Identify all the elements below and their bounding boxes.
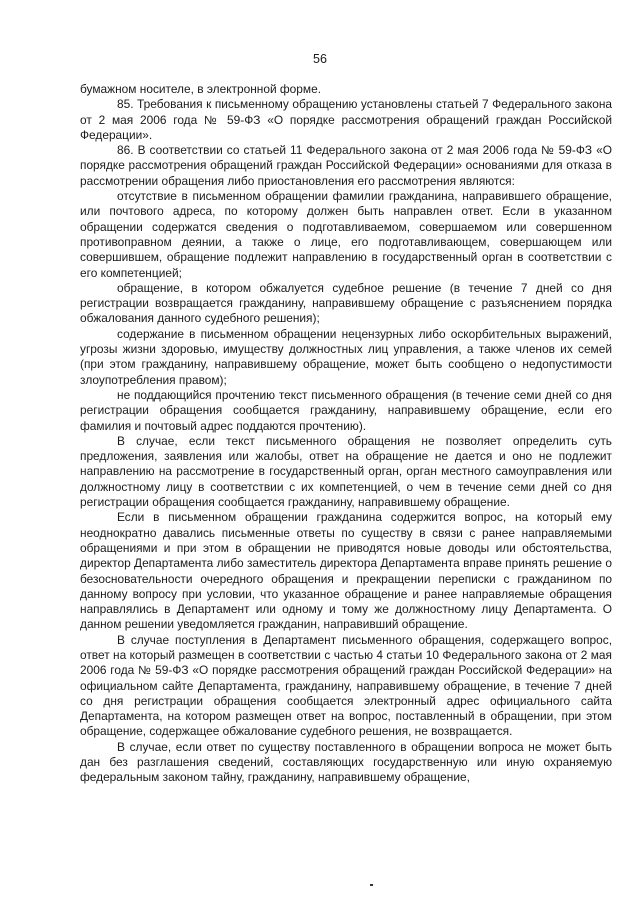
paragraph: обращение, в котором обжалуется судебное решение (в течение 7 дней со дня регистрации возвращается гражданину, направившему обращение с разъяснением порядка обжалования данного судебного решения); — [80, 280, 612, 326]
paragraph: бумажном носителе, в электронной форме. — [80, 82, 321, 96]
body-text — [80, 82, 612, 786]
page-number: 56 — [313, 52, 327, 66]
paragraph: отсутствие в письменном обращении фамилии гражданина, направившего обращение, или почтового адреса, по которому должен быть направлен ответ. Если в указанном обращении содержатся сведения о подготавливаемом, совершаемом или совершенном противоправном деянии, а также о лице, его подготавливающем, совершающем или совершившем, обращение подлежит направлению в государственный орган в соответствии с его компетенцией; — [80, 189, 612, 280]
paragraph: В случае, если текст письменного обращения не позволяет определить суть предложения, заявления или жалобы, ответ на обращение не дается и оно не подлежит направлению на рассмотрение в государственный орган, орган местного самоуправления или должностному лицу в соответствии с их компетенцией, о чем в течение семи дней со дня регистрации обращения сообщается гражданину, направившему обращение. — [80, 433, 612, 510]
paragraph: не поддающийся прочтению текст письменного обращения (в течение семи дней со дня регистрации обращения сообщается гражданину, направившему обращение, если его фамилия и почтовый адрес поддаются прочтению). — [80, 387, 612, 433]
paragraph: Если в письменном обращении гражданина содержится вопрос, на который ему неоднократно давались письменные ответы по существу в связи с ранее направляемыми обращениями и при этом в обращении не приводятся новые доводы или обстоятельства, директор Департамента либо заместитель директора Департамента вправе принять решение о безосновательности очередного обращения и прекращении переписки с гражданином по данному вопросу при условии, что указанное обращение и ранее направляемые обращения направлялись в Департамент или одному и тому же должностному лицу Департамента. О данном решении уведомляется гражданин, направивший обращение. — [80, 510, 612, 632]
paragraph: содержание в письменном обращении нецензурных либо оскорбительных выражений, угрозы жизни здоровью, имуществу должностных лиц управления, а также членов их семей (при этом гражданину, направившему обращение, может быть сообщено о недопустимости злоупотребления правом); — [80, 326, 612, 387]
paragraph: 85. Требования к письменному обращению установлены статьей 7 Федерального закона от 2 мая 2006 года № 59-ФЗ «О порядке рассмотрения обращений граждан Российской Федерации». — [80, 97, 612, 142]
paragraph: В случае поступления в Департамент письменного обращения, содержащего вопрос, ответ на который размещен в соответствии с частью 4 статьи 10 Федерального закона от 2 мая 2006 года № 59-ФЗ «О порядке рассмотрения обращений граждан Российской Федерации» на официальном сайте Департамента, гражданину, направившему обращение, в течение 7 дней со дня регистрации обращения сообщается электронный адрес официального сайта Департамента, на котором размещен ответ на вопрос, поставленный в обращении, при этом обращение, содержащее обжалование судебного решения, не возвращается. — [80, 632, 612, 739]
paragraph: В случае, если ответ по существу поставленного в обращении вопроса не может быть дан без разглашения сведений, составляющих государственную или иную охраняемую федеральным законом тайну, гражданину, направившему обращение, — [80, 739, 612, 785]
paragraph: 86. В соответствии со статьей 11 Федерального закона от 2 мая 2006 года № 59-ФЗ «О порядке рассмотрения обращений граждан Российской Федерации» основаниями для отказа в рассмотрении обращения либо приостановления его рассмотрения являются: — [80, 143, 612, 188]
scan-mark — [370, 884, 373, 886]
